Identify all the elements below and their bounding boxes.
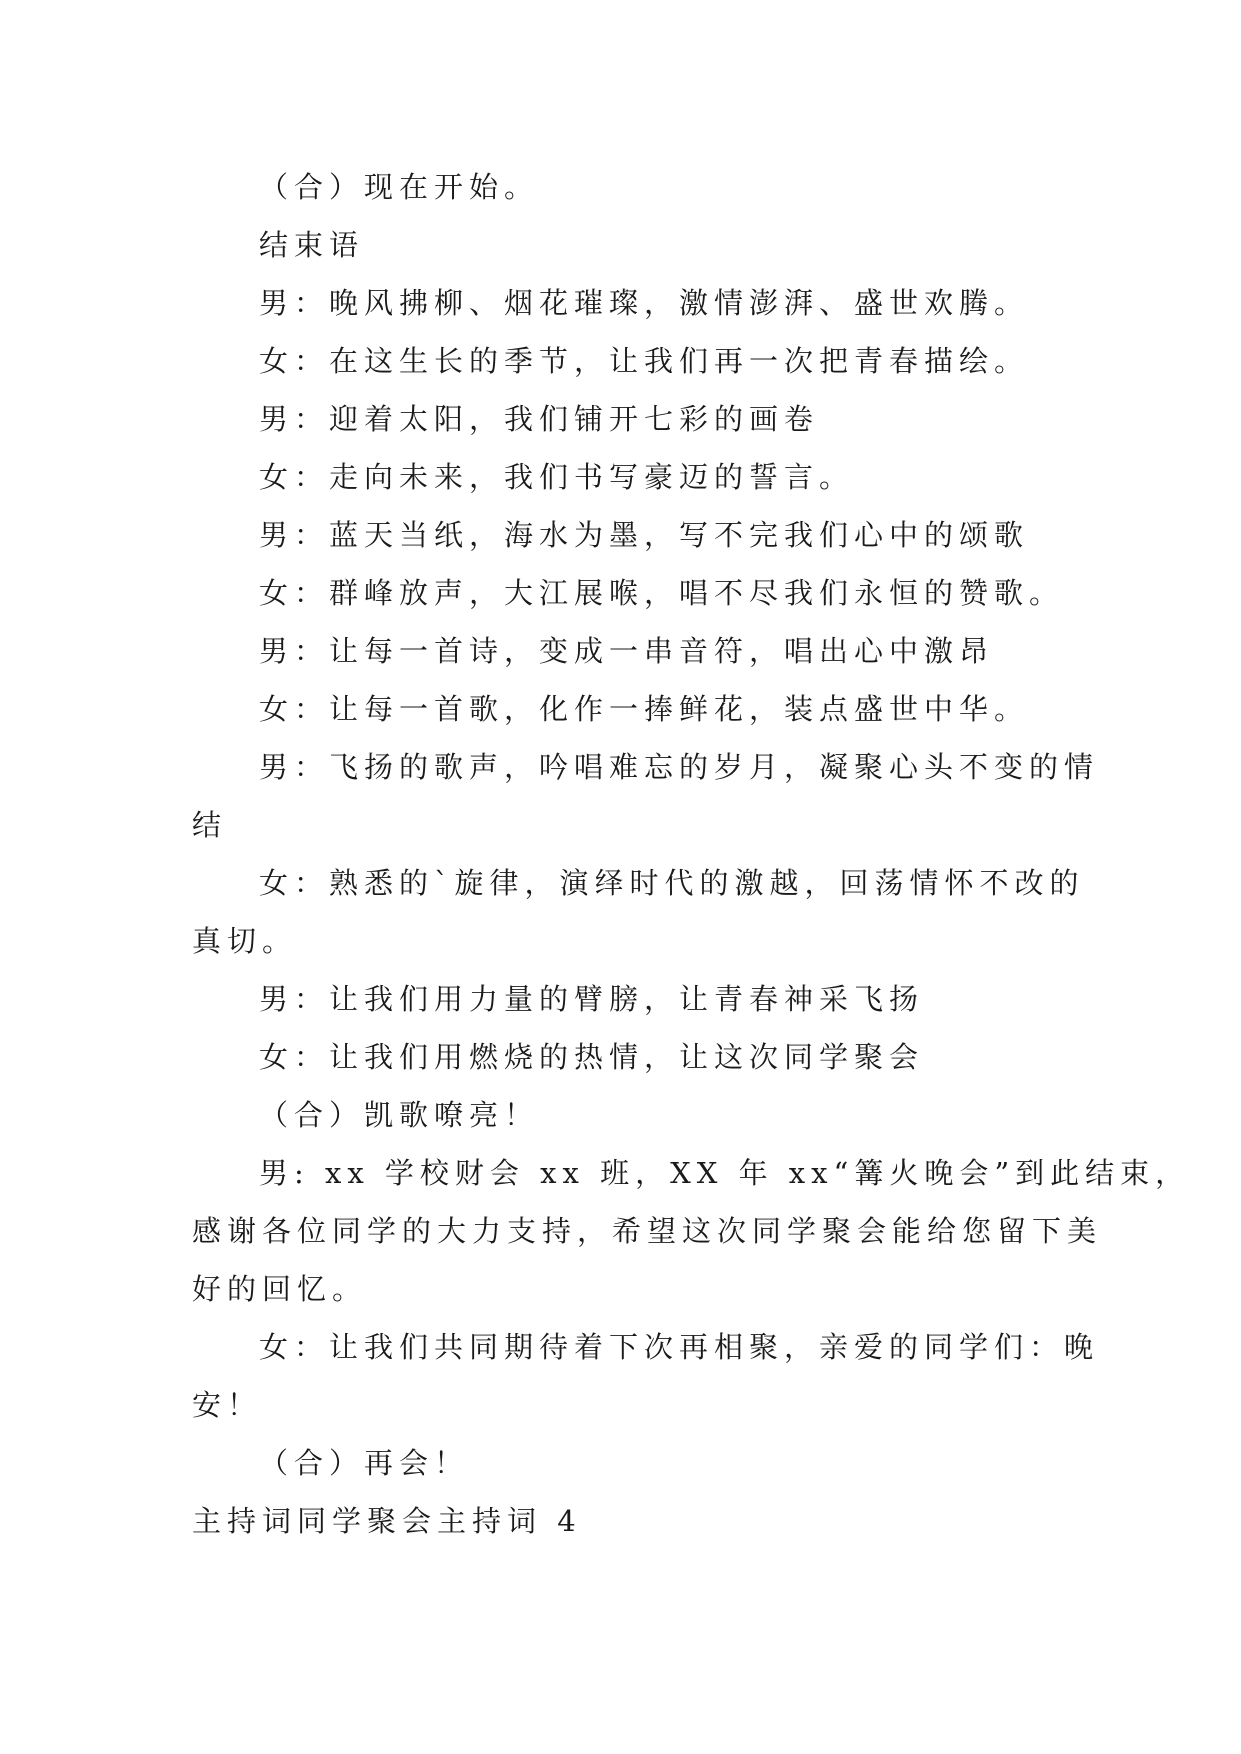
script-line: 女：让我们共同期待着下次再相聚，亲爱的同学们：晚 (259, 1330, 1100, 1364)
script-line: 女：群峰放声，大江展喉，唱不尽我们永恒的赞歌。 (259, 576, 1065, 610)
script-line-continuation: 安！ (192, 1388, 263, 1422)
script-line: （合）现在开始。 (259, 170, 540, 204)
script-line: （合）再会！ (259, 1446, 470, 1480)
script-line: 男: xx 学校财会 xx 班，XX 年 xx“篝火晚会”到此结束， (259, 1156, 1191, 1190)
script-line-continuation: 真切。 (192, 924, 298, 958)
script-line-continuation: 结 (192, 808, 228, 842)
script-line: 女：让每一首歌，化作一捧鲜花，装点盛世中华。 (259, 692, 1030, 726)
script-line: 男：晚风拂柳、烟花璀璨，激情澎湃、盛世欢腾。 (259, 286, 1030, 320)
script-line: （合）凯歌嘹亮！ (259, 1098, 540, 1132)
script-line-continuation: 感谢各位同学的大力支持，希望这次同学聚会能给您留下美 (192, 1214, 1103, 1248)
section-heading: 结束语 (259, 228, 365, 262)
script-line: 男：让我们用力量的臂膀，让青春神采飞扬 (259, 982, 925, 1016)
section-heading: 主持词同学聚会主持词 4 (192, 1504, 582, 1538)
script-line: 女：走向未来，我们书写豪迈的誓言。 (259, 460, 855, 494)
script-line-continuation: 好的回忆。 (192, 1272, 368, 1306)
script-line: 男：迎着太阳，我们铺开七彩的画卷 (259, 402, 820, 436)
script-line: 女：在这生长的季节，让我们再一次把青春描绘。 (259, 344, 1030, 378)
script-line: 男：飞扬的歌声，吟唱难忘的岁月，凝聚心头不变的情 (259, 750, 1100, 784)
script-line: 男：让每一首诗，变成一串音符，唱出心中激昂 (259, 634, 995, 668)
script-line: 男：蓝天当纸，海水为墨，写不完我们心中的颂歌 (259, 518, 1030, 552)
script-line: 女：熟悉的`旋律，演绎时代的激越，回荡情怀不改的 (259, 866, 1085, 900)
script-line: 女：让我们用燃烧的热情，让这次同学聚会 (259, 1040, 925, 1074)
